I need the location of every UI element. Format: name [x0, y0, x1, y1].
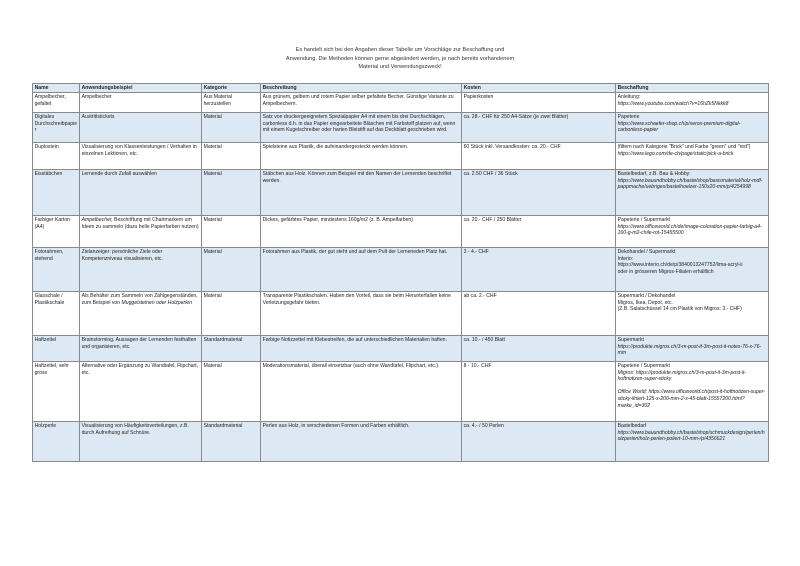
intro-line: Material und Verwendungszweck!: [358, 64, 442, 70]
cell-beschaffung: [616, 248, 769, 292]
cell-name: Holzperle: [33, 422, 80, 462]
header-beschreibung: Beschreibung: [261, 84, 462, 93]
beschaffung-link-officeworld[interactable]: Office World: https://www.officeworld.ch/post-it-hoftnotizen-super-sticky-liniert-125-x-200-mm-2-x-45-blatt-15557200.html?marke_id=302: [617, 389, 765, 409]
cell-beschreibung: Farbige Notizzettel mit Klebestreifen, die auf unterschiedlichen Materialien haften.: [261, 336, 462, 362]
cell-kosten: ab ca. 2.- CHF: [462, 292, 616, 336]
beschaffung-label: Bastelbedarf: [617, 422, 647, 429]
cell-kategorie: Standardmaterial: [202, 336, 261, 362]
cell-kosten: ca. 2.50 CHF / 36 Stück: [462, 170, 616, 216]
cell-beschreibung: Satz von druckergeeignetem Spezialpapier A4 mit einem bis drei Durchschlägen, carbonless d.h. in das Papier eingearbeitete Bläschen mit Farbstoff platzen auf, wenn mit einem Kugelschreiber oder harten Bleistift auf das Deckblatt geschrieben wird.: [261, 113, 462, 143]
cell-name: Fotorahmen, stehend: [33, 248, 80, 292]
table-row: [33, 248, 769, 292]
cell-kategorie: Material: [202, 292, 261, 336]
intro-text: [200, 46, 600, 72]
beschaffung-link[interactable]: https://www.lego.com/de-ch/page/static/pick-a-brick: [617, 150, 734, 157]
cell-name: Glasschale / Plastikschale: [33, 292, 80, 336]
cell-kosten: 60 Stück inkl. Versandkosten: ca. 20.- CHF: [462, 143, 616, 170]
cell-anwendung: Ampelbecher: [80, 93, 202, 113]
intro-line: Es handelt sich bei den Angaben dieser Tabelle um Vorschläge zur Beschaffung und: [295, 47, 505, 53]
cell-kosten: 3 - 4.- CHF: [462, 248, 616, 292]
table-row: [33, 143, 769, 170]
cell-kategorie: Standardmaterial: [202, 422, 261, 462]
table-row: [33, 292, 769, 336]
cell-name: Digitales Durchschreibpapier: [33, 113, 80, 143]
cell-beschreibung: Perlen aus Holz, in verschiedenen Formen und Farben erhältlich.: [261, 422, 462, 462]
beschaffung-label: Papeterie: [617, 113, 640, 120]
beschaffung-link[interactable]: https://www.bauundhobby.ch/bastelshop/basismaterial/holz-mdf-pappmache/uebriges/bastelhoelzer-150x20-mm/p/4254998: [617, 177, 763, 191]
cell-beschaffung: [616, 216, 769, 248]
cell-anwendung: Brainstorming, Aussagen der Lernenden festhalten und organisieren, etc.: [80, 336, 202, 362]
cell-kosten: ca. 28.- CHF für 250 A4-Sätze (je zwei Blätter): [462, 113, 616, 143]
table-row: [33, 170, 769, 216]
beschaffung-link[interactable]: https://produkte.migros.ch/3-m-post-it-3m-post-it-notes-76-x-76-mm: [617, 343, 762, 357]
cell-anwendung: Alternative oder Ergänzung zu Wandtafel, Flipchart, etc.: [80, 362, 202, 422]
cell-beschaffung: [616, 336, 769, 362]
beschaffung-label: Supermarkt / Dekohandel: [617, 292, 676, 299]
anwendung-italic: Muggelsteinen oder Holzperlen: [121, 299, 193, 306]
cell-kosten: ca. 10.- / 450 Blatt: [462, 336, 616, 362]
cell-name: Haftzettel: [33, 336, 80, 362]
beschaffung-text: Migros, Ikea, Depot, etc. (Z.B. Salatschüssel 14 cm Plastik von Migros: 3.- CHF): [617, 299, 742, 313]
beschaffung-label: Dekohandel / Supermarkt: [617, 248, 676, 255]
anwendung-italic: Ampelbecher,: [81, 216, 113, 223]
table-row: [33, 362, 769, 422]
beschaffung-label: Supermarkt: [617, 336, 644, 343]
beschaffung-link[interactable]: https://www.schaefer-shop.ch/p/xerox-premium-digital-carbonless-papier: [617, 120, 741, 134]
beschaffung-label: Papeterie / Supermarkt: [617, 216, 670, 223]
cell-beschreibung: Aus grünem, gelbem und rotem Papier selber gefaltete Becher. Günstige Variante zu Ampelbechern.: [261, 93, 462, 113]
cell-beschreibung: Dickes, gefärbtes Papier, mindestens 160g/m2 (z. B. Ampelfarben): [261, 216, 462, 248]
cell-name: Ampelbecher, gefaltet: [33, 93, 80, 113]
cell-kategorie: Material: [202, 143, 261, 170]
beschaffung-label: Bastelbedarf, z.B. Bau & Hobby:: [617, 170, 691, 177]
cell-beschaffung: [616, 362, 769, 422]
cell-kategorie: Material: [202, 216, 261, 248]
cell-beschreibung: Stäbchen aus Holz. Können zum Beispiel mit den Namen der Lernenden beschriftet werden.: [261, 170, 462, 216]
beschaffung-link[interactable]: https://www.officeworld.ch/de/image-coloration-papier-farbig-a4-160-g-m2-chile-rot-15455500: [617, 223, 762, 237]
beschaffung-label: Papeterie / Supermarkt: [617, 362, 670, 369]
cell-beschreibung: Spielsteine aus Plastik, die aufeinandergesteckt werden können.: [261, 143, 462, 170]
header-name: Name: [33, 84, 80, 93]
cell-kategorie: Aus Material herzustellen: [202, 93, 261, 113]
cell-kosten: 8 - 10.- CHF: [462, 362, 616, 422]
header-kategorie: Kategorie: [202, 84, 261, 93]
table-row: [33, 216, 769, 248]
cell-beschreibung: Moderationsmaterial, überall einsetzbar (auch ohne Wandtafel, Flipchart, etc.).: [261, 362, 462, 422]
cell-beschaffung: [616, 143, 769, 170]
cell-beschaffung: [616, 170, 769, 216]
cell-name: Eisstäbchen: [33, 170, 80, 216]
cell-beschaffung: [616, 292, 769, 336]
beschaffung-label: (filtern nach Kategorie "Brick" und Farbe "green" und "red"): [617, 143, 751, 150]
cell-kosten: Papierkosten: [462, 93, 616, 113]
cell-beschreibung: Transparente Plastikschalen. Haben den Vorteil, dass sie beim Herunterfallen keine Verletzungsgefahr bieten.: [261, 292, 462, 336]
cell-kategorie: Material: [202, 170, 261, 216]
intro-line: Anwendung. Die Methoden können gerne abgeändert werden, je nach bereits vorhandenem: [285, 55, 515, 62]
table-row: [33, 422, 769, 462]
beschaffung-link[interactable]: https://www.bauundhobby.ch/bastelshop/schmuckdesign/perlen/holzperlen/holz-perlen-poliert-10-mm-/p/4356621: [617, 429, 765, 443]
cell-kosten: ca. 20.- CHF / 250 Blätter: [462, 216, 616, 248]
materials-table: [32, 83, 769, 462]
beschaffung-link[interactable]: Migros: https://produkte.migros.ch/3-m-post-it-3m-post-it-hoftnotizen-super-sticky: [617, 369, 747, 383]
cell-name: Duplostein: [33, 143, 80, 170]
beschaffung-link[interactable]: https://www.youtube.com/watch?v=16hZk5Nkkk8: [617, 100, 729, 107]
cell-name: Farbiger Karton (A4): [33, 216, 80, 248]
table-header-row: [33, 84, 769, 93]
cell-kategorie: Material: [202, 362, 261, 422]
cell-anwendung: Zielanzeiger: persönliche Ziele oder Kompetenzniveau visualisieren, etc.: [80, 248, 202, 292]
table-row: [33, 113, 769, 143]
anwendung-text: Als Behälter zum Sammeln von Zählgegenständen, zum Beispiel von: [81, 292, 198, 306]
beschaffung-label: Anleitung:: [617, 93, 641, 100]
cell-anwendung: Visualisierung von Häufigkeitsverteilungen, z.B. durch Aufreihung auf Schnüre.: [80, 422, 202, 462]
table-row: [33, 336, 769, 362]
cell-anwendung: Austrittstickets: [80, 113, 202, 143]
cell-beschaffung: [616, 422, 769, 462]
cell-anwendung: Visualisierung von Klassenleistungen / Verhalten in einzelnen Lektionen, etc.: [80, 143, 202, 170]
cell-beschaffung: [616, 93, 769, 113]
cell-name: Haftzettel, sehr gross: [33, 362, 80, 422]
header-beschaffung: Beschaffung: [616, 84, 769, 93]
header-anwendung: Anwendungsbeispiel: [80, 84, 202, 93]
cell-anwendung: Lernende durch Zufall auswählen: [80, 170, 202, 216]
cell-beschaffung: [616, 113, 769, 143]
cell-beschreibung: Fotorahmen aus Plastik, der gut steht und auf dem Pult der Lerneneden Platz hat.: [261, 248, 462, 292]
cell-anwendung: [80, 216, 202, 248]
cell-kosten: ca. 4.- / 50 Perlen: [462, 422, 616, 462]
anwendung-text: Beschriftung mit Chartmarkern um Ideen zu sammeln (dazu helle Papierfarben nutzen): [81, 216, 199, 230]
header-kosten: Kosten: [462, 84, 616, 93]
cell-anwendung: [80, 292, 202, 336]
table-row: [33, 93, 769, 113]
cell-kategorie: Material: [202, 113, 261, 143]
cell-kategorie: Material: [202, 248, 261, 292]
beschaffung-text: Interio: https://www.interio.ch/de/p/3840013247752/lima-acryl-ii oder in grösseren Migros-Filialen erhältlich: [617, 255, 743, 275]
